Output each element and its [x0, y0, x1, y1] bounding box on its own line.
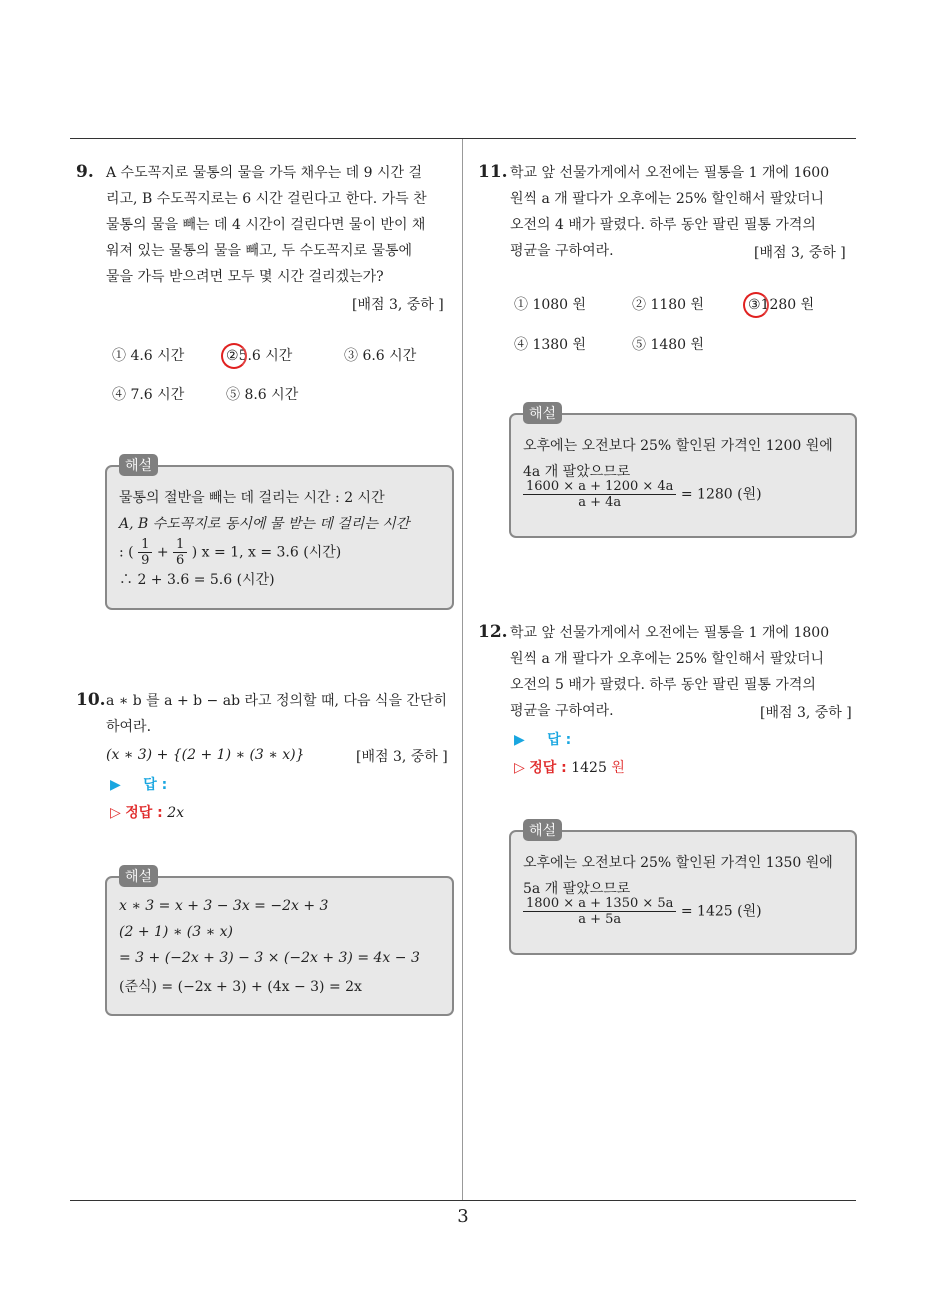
- text-line: A 수도꼭지로 물통의 물을 가득 채우는 데 9 시간 걸: [106, 165, 423, 181]
- answer-label: 답 :: [143, 777, 168, 793]
- score-label: [배점 3, 중하 ]: [356, 749, 448, 765]
- solution-text: A, B 수도꼭지로 동시에 물 받는 데 걸리는 시간: [119, 516, 410, 532]
- question-text-line: [106, 688, 456, 714]
- question-number: 9.: [76, 162, 94, 182]
- correct-answer-line: [110, 802, 184, 822]
- correct-answer-line: [514, 757, 625, 777]
- option-1[interactable]: ① 1080 원: [514, 297, 587, 313]
- option-4[interactable]: ④ 1380 원: [514, 337, 587, 353]
- solution-equation: [523, 479, 762, 510]
- denominator: a + 4a: [578, 495, 622, 510]
- numerator: 1800 × a + 1350 × 5a: [523, 896, 676, 912]
- question-text: [106, 160, 454, 290]
- fraction: [138, 537, 152, 568]
- correct-value: 1425: [571, 760, 607, 776]
- option-3[interactable]: [748, 294, 814, 314]
- text-line: 원씩 a 개 팔다가 오후에는 25% 할인해서 팔았더니: [510, 191, 825, 207]
- solution-line: 오후에는 오전보다 25% 할인된 가격인 1200 원에: [523, 438, 833, 454]
- option-5[interactable]: ⑤ 1480 원: [632, 337, 705, 353]
- option-2[interactable]: ② 1180 원: [632, 297, 705, 313]
- bottom-rule: [70, 1200, 856, 1201]
- solution-line: x ∗ 3 = x + 3 − 3x = −2x + 3: [119, 898, 329, 914]
- text-line: 물을 가득 받으려면 모두 몇 시간 걸리겠는가?: [106, 269, 384, 285]
- solution-line: [119, 513, 409, 533]
- solution-tag: 해설: [523, 819, 562, 841]
- answer-circle: ③: [748, 297, 761, 313]
- outline-play-icon: ▷: [514, 760, 525, 776]
- solution-box: [105, 458, 454, 610]
- score-label: [배점 3, 중하 ]: [760, 705, 852, 721]
- solution-line: = 3 + (−2x + 3) − 3 × (−2x + 3) = 4x − 3: [119, 950, 420, 966]
- solution-box: [509, 823, 857, 955]
- text-line: 평균을 구하여라.: [510, 703, 614, 719]
- option-3[interactable]: ③ 6.6 시간: [344, 348, 417, 364]
- score-label: [배점 3, 중하 ]: [352, 297, 444, 313]
- score-label: [배점 3, 중하 ]: [754, 245, 846, 261]
- solution-line: (2 + 1) ∗ (3 ∗ x): [119, 924, 233, 940]
- correct-unit: 원: [611, 760, 625, 776]
- solution-box: [105, 869, 454, 1016]
- text-line: 평균을 구하여라.: [510, 243, 614, 259]
- paren-open: : (: [119, 544, 134, 561]
- question-text-line: 하여라.: [106, 719, 152, 735]
- fraction: [523, 479, 676, 510]
- text-line: a ∗ b 를 a + b − ab 라고 정의할 때, 다음 식을 간단히: [106, 693, 447, 709]
- equation-rest: ) x = 1, x = 3.6 (시간): [191, 544, 342, 561]
- solution-equation: [119, 537, 341, 568]
- fraction: [173, 537, 187, 568]
- equation-rest: = 1425 (원): [680, 903, 762, 920]
- equation-rest: = 1280 (원): [680, 486, 762, 503]
- solution-box: [509, 406, 857, 538]
- answer-circle: ②: [226, 348, 239, 364]
- plus-sign: +: [156, 544, 169, 561]
- solution-line: 물통의 절반을 빼는 데 걸리는 시간 : 2 시간: [119, 490, 385, 506]
- solution-line: 오후에는 오전보다 25% 할인된 가격인 1350 원에: [523, 855, 833, 871]
- text-line: 오전의 4 배가 팔렸다. 하루 동안 팔린 필통 가격의: [510, 217, 816, 233]
- outline-play-icon: ▷: [110, 805, 121, 821]
- solution-line: 5a 개 팔았으므로: [523, 881, 631, 897]
- option-5[interactable]: ⑤ 8.6 시간: [226, 387, 299, 403]
- text-line: 물통의 물을 빼는 데 4 시간이 걸린다면 물이 반이 채: [106, 217, 426, 233]
- play-icon: ▶: [514, 732, 525, 748]
- denominator: 6: [176, 553, 185, 568]
- text-line: 리고, B 수도꼭지로는 6 시간 걸린다고 한다. 가득 찬: [106, 191, 427, 207]
- correct-label: 정답 :: [125, 805, 163, 821]
- top-rule: [70, 138, 856, 139]
- numerator: 1600 × a + 1200 × 4a: [523, 479, 676, 495]
- text-line: 학교 앞 선물가게에서 오전에는 필통을 1 개에 1600: [510, 165, 830, 181]
- question-number: 12.: [478, 622, 508, 642]
- option-text: 5.6 시간: [238, 348, 293, 364]
- solution-line: (준식) = (−2x + 3) + (4x − 3) = 2x: [119, 979, 362, 995]
- expression: (x ∗ 3) + {(2 + 1) ∗ (3 ∗ x)}: [106, 747, 305, 763]
- play-icon: ▶: [110, 777, 121, 793]
- option-text: 1280 원: [760, 297, 815, 313]
- solution-line: ∴ 2 + 3.6 = 5.6 (시간): [119, 572, 275, 588]
- text-line: 학교 앞 선물가게에서 오전에는 필통을 1 개에 1800: [510, 625, 830, 641]
- fraction: [523, 896, 676, 927]
- answer-line: [110, 774, 167, 794]
- text-line: 원씩 a 개 팔다가 오후에는 25% 할인해서 팔았더니: [510, 651, 825, 667]
- text-line: 오전의 5 배가 팔렸다. 하루 동안 팔린 필통 가격의: [510, 677, 816, 693]
- correct-label: 정답 :: [529, 760, 567, 776]
- solution-tag: 해설: [119, 865, 158, 887]
- answer-label: 답 :: [547, 732, 572, 748]
- solution-tag: 해설: [523, 402, 562, 424]
- question-number: 10.: [76, 690, 106, 710]
- option-4[interactable]: ④ 7.6 시간: [112, 387, 185, 403]
- column-divider: [462, 139, 463, 1201]
- solution-equation: [523, 896, 762, 927]
- option-1[interactable]: ① 4.6 시간: [112, 348, 185, 364]
- text-line: 워져 있는 물통의 물을 빼고, 두 수도꼭지로 물통에: [106, 243, 413, 259]
- solution-tag: 해설: [119, 454, 158, 476]
- numerator: 1: [173, 537, 187, 553]
- solution-line: 4a 개 팔았으므로: [523, 464, 631, 480]
- page-number: 3: [457, 1206, 469, 1227]
- numerator: 1: [138, 537, 152, 553]
- denominator: a + 5a: [578, 912, 622, 927]
- correct-value: 2x: [167, 805, 185, 821]
- option-2[interactable]: [226, 345, 292, 365]
- answer-line: [514, 729, 571, 749]
- question-number: 11.: [478, 162, 508, 182]
- denominator: 9: [141, 553, 150, 568]
